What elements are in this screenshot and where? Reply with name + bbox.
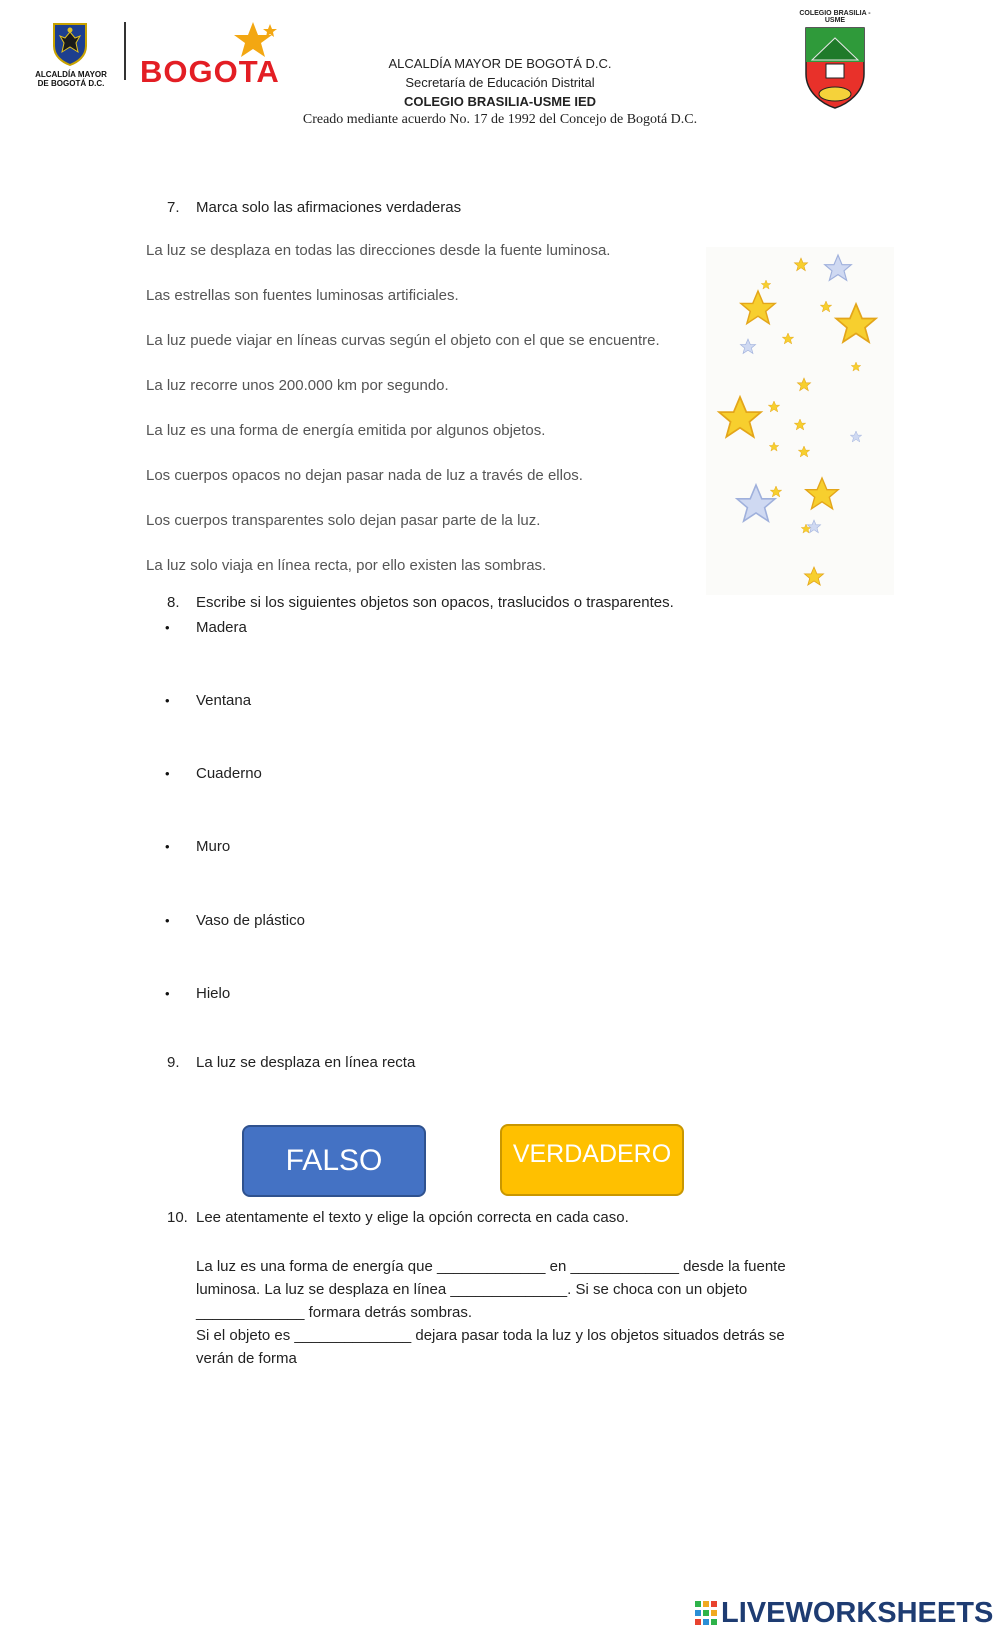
q10-text-line: Si el objeto es ______________ dejara pasar toda la luz y los objetos situados detrás se xyxy=(196,1327,785,1344)
q8-item: Hielo xyxy=(196,985,231,1002)
q7-statement[interactable]: Los cuerpos transparentes solo dejan pasar parte de la luz. xyxy=(146,512,541,529)
q10-text-line: luminosa. La luz se desplaza en línea ______________. Si se choca con un objeto xyxy=(196,1281,748,1298)
bullet-icon: • xyxy=(165,766,170,781)
q8-item: Cuaderno xyxy=(196,765,262,782)
stars-image xyxy=(706,247,894,595)
q7-statement[interactable]: La luz es una forma de energía emitida por algunos objetos. xyxy=(146,422,546,439)
stars-illustration xyxy=(706,247,894,595)
q9-number: 9. xyxy=(167,1054,180,1071)
q10-text-line: La luz es una forma de energía que _____________ en _____________ desde la fuente xyxy=(196,1258,786,1275)
q7-number: 7. xyxy=(167,199,180,216)
q10-text-line: verán de forma xyxy=(196,1350,297,1367)
bullet-icon: • xyxy=(165,839,170,854)
q10-number: 10. xyxy=(167,1209,188,1226)
liveworksheets-icon xyxy=(695,1601,717,1627)
bullet-icon: • xyxy=(165,913,170,928)
header-line-2: Secretaría de Educación Distrital xyxy=(405,75,595,90)
q7-statement[interactable]: Los cuerpos opacos no dejan pasar nada de luz a través de ellos. xyxy=(146,467,583,484)
q9-title: La luz se desplaza en línea recta xyxy=(196,1054,416,1071)
bullet-icon: • xyxy=(165,986,170,1001)
header-line-3: COLEGIO BRASILIA-USME IED xyxy=(403,94,597,109)
q7-statement[interactable]: La luz se desplaza en todas las direcciones desde la fuente luminosa. xyxy=(146,242,611,259)
q8-item: Vaso de plástico xyxy=(196,912,305,929)
q7-statement[interactable]: Las estrellas son fuentes luminosas artificiales. xyxy=(146,287,459,304)
q8-item: Ventana xyxy=(196,692,252,709)
header-line-1: ALCALDÍA MAYOR DE BOGOTÁ D.C. xyxy=(388,56,612,71)
q8-title: Escribe si los siguientes objetos son opacos, traslucidos o trasparentes. xyxy=(196,594,674,611)
crest-text: COLEGIO BRASILIA - USME xyxy=(799,10,871,24)
bogota-wordmark: BOGOTA xyxy=(140,54,280,89)
header-line-4: Creado mediante acuerdo No. 17 de 1992 del Concejo de Bogotá D.C. xyxy=(302,112,698,127)
q8-item: Madera xyxy=(196,619,247,636)
bullet-icon: • xyxy=(165,693,170,708)
crest-shield-icon xyxy=(804,24,866,110)
q8-item: Muro xyxy=(196,838,231,855)
bullet-icon: • xyxy=(165,620,170,635)
verdadero-button[interactable] xyxy=(500,1124,684,1196)
q7-statement[interactable]: La luz solo viaja en línea recta, por ello existen las sombras. xyxy=(146,557,547,574)
q8-number: 8. xyxy=(167,594,180,611)
q10-text-line: _____________ formara detrás sombras. xyxy=(196,1304,473,1321)
verdadero-label: VERDADERO xyxy=(512,1139,672,1168)
header-divider xyxy=(124,22,126,80)
liveworksheets-wordmark: LIVEWORKSHEETS xyxy=(721,1597,994,1629)
q7-title: Marca solo las afirmaciones verdaderas xyxy=(196,199,462,216)
falso-label: FALSO xyxy=(285,1144,383,1177)
school-crest xyxy=(790,10,880,112)
alcaldia-caption: ALCALDÍA MAYOR DE BOGOTÁ D.C. xyxy=(35,70,107,88)
q7-statement[interactable]: La luz recorre unos 200.000 km por segundo. xyxy=(146,377,449,394)
q10-title: Lee atentamente el texto y elige la opción correcta en cada caso. xyxy=(196,1209,629,1226)
q7-statement[interactable]: La luz puede viajar en líneas curvas según el objeto con el que se encuentre. xyxy=(146,332,660,349)
falso-button[interactable] xyxy=(242,1125,426,1197)
